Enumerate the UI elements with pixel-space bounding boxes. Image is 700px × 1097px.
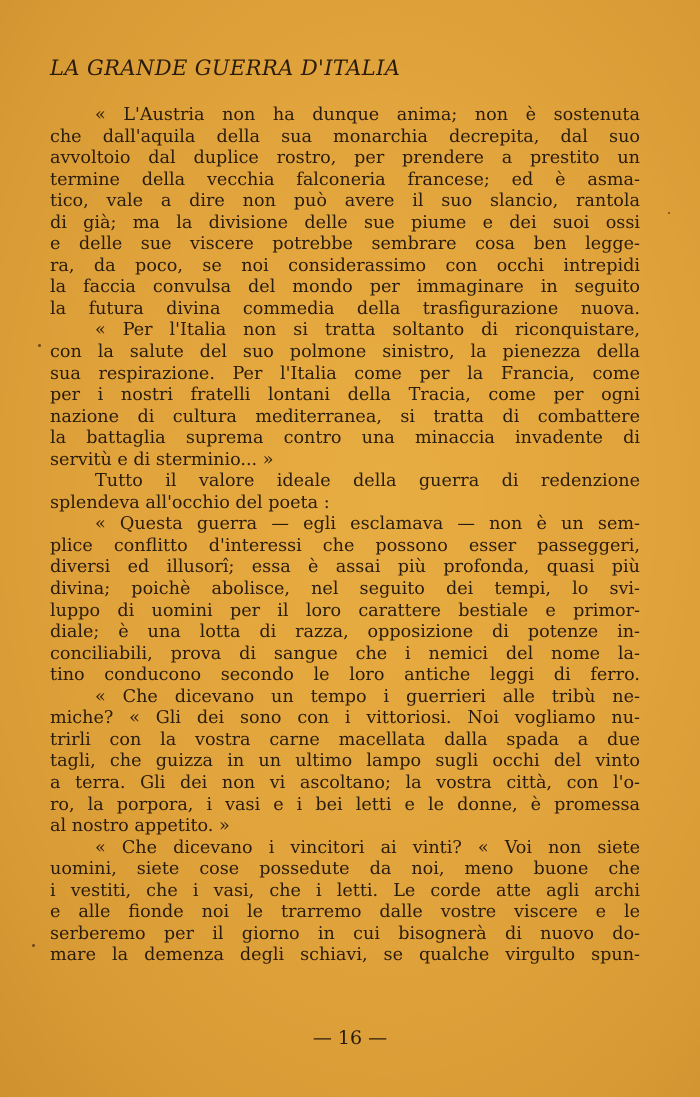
text-line: di già; ma la divisione delle sue piume e dei suoi ossi [50,212,640,233]
text-line: i vestiti, che i vasi, che i letti. Le corde atte agli archi [50,880,640,901]
text-line: « Questa guerra — egli esclamava — non è un sem- [95,514,640,535]
text-line: con la salute del suo polmone sinistro, la pienezza della [50,342,640,363]
text-line: « Che dicevano un tempo i guerrieri alle tribù ne- [95,686,640,707]
text-line: Tutto il valore ideale della guerra di redenzione [95,471,640,492]
text-line: tico, vale a dire non può avere il suo slancio, rantola [50,191,640,212]
text-line: nazione di cultura mediterranea, si tratta di combattere [50,406,640,427]
text-line: trirli con la vostra carne macellata dalla spada a due [50,729,640,750]
text-line: termine della vecchia falconeria francese; ed è asma- [50,169,640,190]
paper-speck [32,944,35,947]
text-line: luppo di uomini per il loro carattere bestiale e primor- [50,600,640,621]
text-line: e delle sue viscere potrebbe sembrare cosa ben legge- [50,234,640,255]
text-line: servitù e di sterminio... » [50,449,274,470]
body-text [50,105,640,967]
text-line: diversi ed illusorî; essa è assai più profonda, quasi più [50,557,640,578]
paper-speck [38,344,41,347]
text-line: la futura divina commedia della trasfigurazione nuova. [50,298,640,319]
text-line: tino conducono secondo le loro antiche leggi di ferro. [50,665,640,686]
text-line: « L'Austria non ha dunque anima; non è sostenuta [95,105,640,125]
text-line: per i nostri fratelli lontani della Tracia, come per ogni [50,385,640,406]
text-line: avvoltoio dal duplice rostro, per prendere a prestito un [50,148,640,169]
text-line: mare la demenza degli schiavi, se qualche virgulto spun- [50,945,640,966]
text-line: plice conflitto d'interessi che possono esser passeggeri, [50,535,640,556]
text-line: divina; poichè abolisce, nel seguito dei tempi, lo svi- [50,579,640,600]
text-line: « Per l'Italia non si tratta soltanto di riconquistare, [95,320,640,341]
text-line: miche? « Gli dei sono con i vittoriosi. Noi vogliamo nu- [50,708,640,729]
text-line: al nostro appetito. » [50,816,230,837]
text-line: splendeva all'occhio del poeta : [50,492,330,513]
text-line: ra, da poco, se noi considerassimo con occhi intrepidi [50,255,640,276]
text-line: sua respirazione. Per l'Italia come per la Francia, come [50,363,640,384]
text-line: la faccia convulsa del mondo per immaginare in seguito [50,277,640,298]
paper-speck [668,212,670,214]
running-title: LA GRANDE GUERRA D'ITALIA [50,56,401,80]
page-number: — 16 — [312,1027,388,1049]
text-line: che dall'aquila della sua monarchia decrepita, dal suo [50,126,640,147]
text-line: a terra. Gli dei non vi ascoltano; la vostra città, con l'o- [50,772,640,793]
text-line: diale; è una lotta di razza, opposizione di potenze in- [50,622,640,643]
text-line: conciliabili, prova di sangue che i nemici del nome la- [50,643,640,664]
text-line: « Che dicevano i vincitori ai vinti? « Voi non siete [95,837,640,858]
text-line: serberemo per il giorno in cui bisognerà di nuovo do- [50,923,640,944]
text-line: uomini, siete cose possedute da noi, meno buone che [50,859,640,880]
text-line: e alle fionde noi le trarremo dalle vostre viscere e le [50,902,640,923]
text-line: ro, la porpora, i vasi e i bei letti e le donne, è promessa [50,794,640,815]
text-line: tagli, che guizza in un ultimo lampo sugli occhi del vinto [50,751,640,772]
text-line: la battaglia suprema contro una minaccia invadente di [50,428,640,449]
